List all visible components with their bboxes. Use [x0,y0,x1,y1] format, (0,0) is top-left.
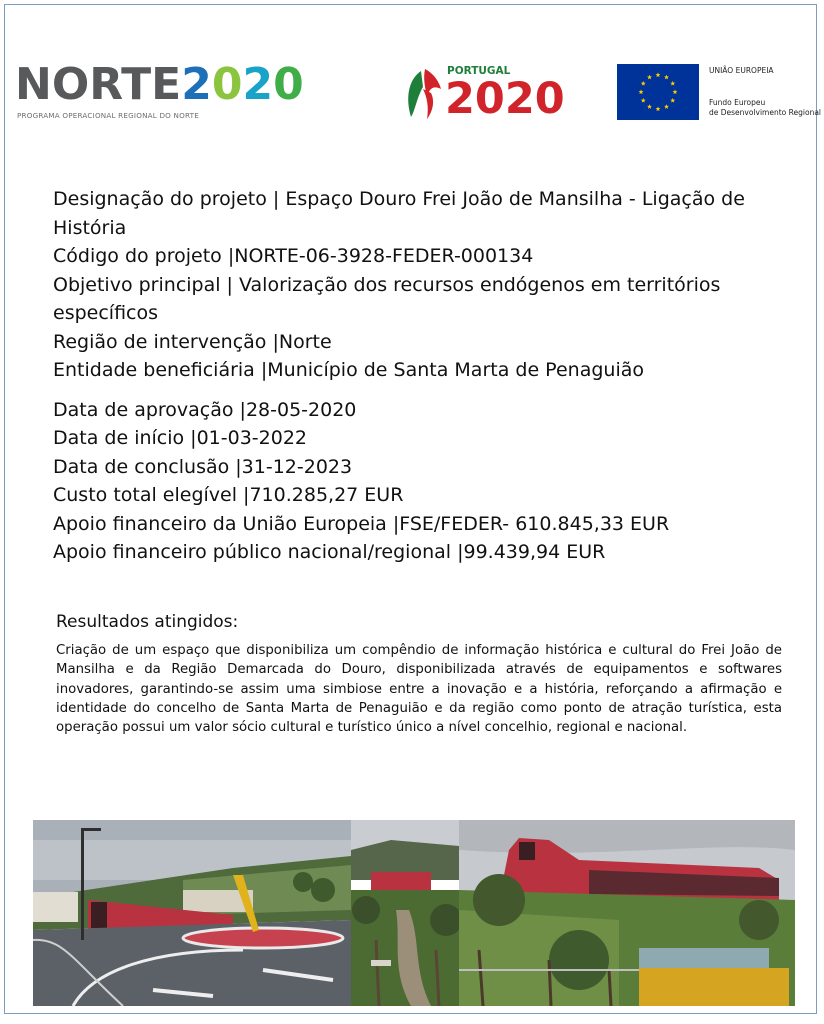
eu-flag-icon [617,64,699,120]
eu-fund-line2: de Desenvolvimento Regional [709,108,821,117]
eu-feder-logo [617,64,822,124]
project-start-date: Data de início |01-03-2022 [53,427,308,449]
portugal-flag-mark-icon [403,67,443,123]
project-approval-date: Data de aprovação |28-05-2020 [53,398,357,421]
photo-garden-path [351,820,459,1006]
portugal-year: 2020 [445,74,565,124]
project-region: Região de intervenção |Norte [53,330,332,353]
portugal2020-logo [403,61,588,127]
project-objective: Objetivo principal | Valorização dos recursos endógenos em territórios específicos [53,273,721,324]
project-national-support: Apoio financeiro público nacional/regional |99.439,94 EUR [53,541,606,563]
project-info [53,185,773,567]
project-code: Código do projeto |NORTE-06-3928-FEDER-000134 [53,245,534,267]
norte2020-wordmark: NORTE2020 [15,59,304,110]
document-page [4,4,821,1014]
project-beneficiary: Entidade beneficiária |Município de Santa Marta de Penaguião [53,359,644,381]
project-eligible-cost: Custo total elegível |710.285,27 EUR [53,484,404,506]
project-end-date: Data de conclusão |31-12-2023 [53,455,353,478]
project-eu-support: Apoio financeiro da União Europeia |FSE/FEDER- 610.845,33 EUR [53,512,670,535]
results-body: Criação de um espaço que disponibiliza um compêndio de informação histórica e cultural do Frei João de Mansilha e da Região Demarcada do Douro, disponibilizada através de equipamentos e softwares inovadores, garantindo-se assim uma simbiose entre a inovação e a história, reforçando a afirmação e identidade do concelho de Santa Marta de Penaguião e da região como ponto de atração turística, esta operação possui um valor sócio cultural e turístico único a nível concelhio, regional e nacional. [56,643,782,736]
norte2020-logo [15,61,375,125]
portugal-label: PORTUGAL [447,65,511,77]
norte-word: NORTE [15,59,182,110]
eu-fund-line1: Fundo Europeu [709,98,766,107]
results-title: Resultados atingidos: [56,612,239,632]
eu-title: UNIÃO EUROPEIA [709,66,774,75]
norte2020-subtitle: PROGRAMA OPERACIONAL REGIONAL DO NORTE [17,111,199,120]
project-designation: Designação do projeto | Espaço Douro Frei João de Mansilha - Ligação de História [53,188,745,239]
photo-roundabout [33,820,351,1006]
photo-building [459,820,795,1006]
